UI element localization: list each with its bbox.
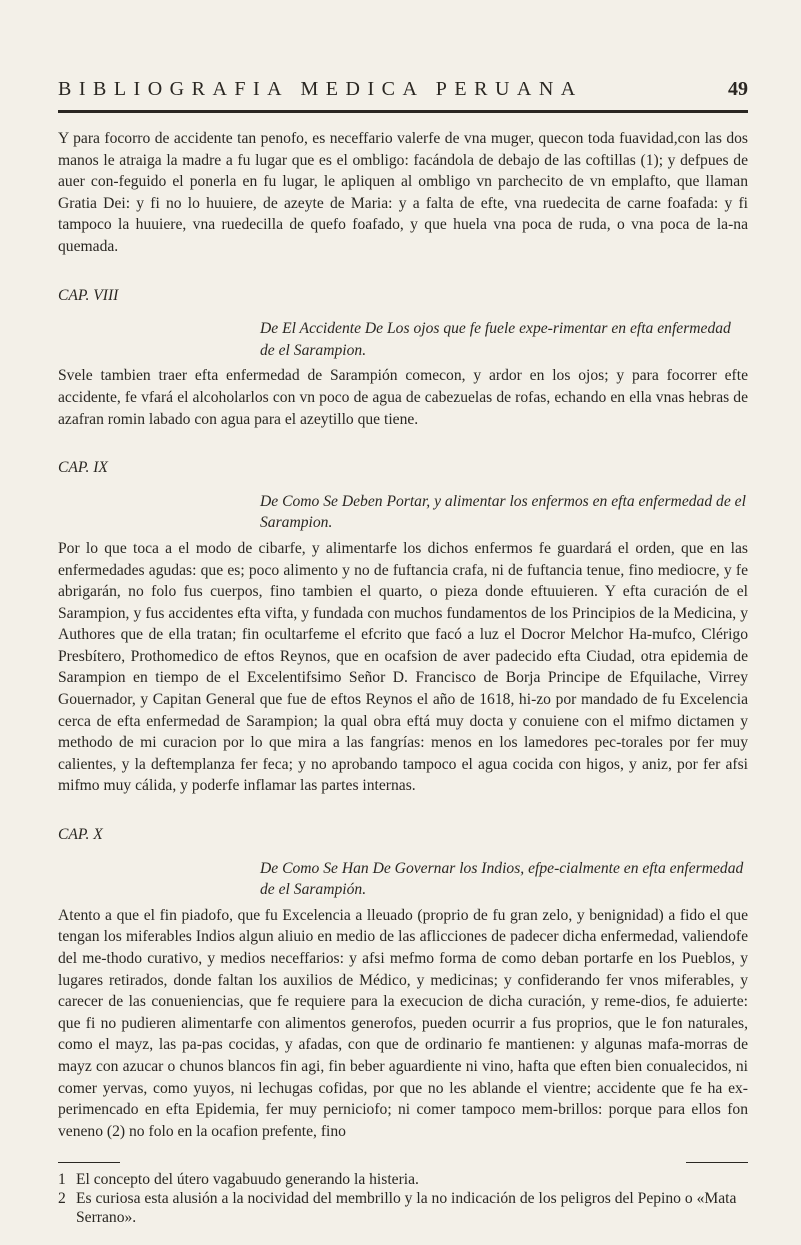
chapter-title-8: De El Accidente De Los ojos que fe fuele expe-rimentar en efta enfermedad de el Sarampion.	[260, 320, 731, 359]
running-header	[58, 78, 748, 101]
chapter-heading-8: CAP. VIII	[58, 286, 119, 304]
page-number: 49	[728, 78, 748, 100]
footnote	[58, 1170, 748, 1189]
header-rule	[58, 110, 748, 113]
chapter-title-10: De Como Se Han De Governar los Indios, efpe-cialmente en efta enfermedad de el Sarampión.	[260, 859, 744, 899]
chapter-heading-10: CAP. X	[58, 826, 103, 844]
footnote-number: 1	[58, 1171, 66, 1188]
footnote-text: El concepto del útero vagabuudo generando la histeria.	[76, 1171, 419, 1188]
footnote-rule-left	[58, 1162, 120, 1163]
chapter-title-9: De Como Se Deben Portar, y alimentar los enfermos en efta enfermedad de el Sarampion.	[260, 492, 746, 532]
footnotes	[58, 1170, 748, 1227]
running-title: BIBLIOGRAFIA MEDICA PERUANA	[58, 78, 583, 100]
footnote-text: Es curiosa esta alusión a la nocividad del membrillo y la no indicación de los peligros del Pepino o «Mata Serrano».	[76, 1190, 737, 1226]
page-body	[58, 128, 748, 1142]
paragraph-chapter-9: Por lo que toca a el modo de cibarfe, y alimentarfe los dichos enfermos fe guardará el orden, que en las enfermedades agudas: que es; poco alimento y no de fuftancia crafa, ni de fuftancia tenue, fino mediocre, y fe abrigarán, no folo fus cuerpos, fino tambien el quarto, o pieza donde eftuuieren. Y efta curación de el Sarampion, y fus accidentes efta vifta, y fundada con muchos fundamentos de los Principios de la Medicina, y Authores que de ella tratan; fin ocultarfeme el efcrito que facó a luz el Docror Melchor Ha-mufco, Clérigo Presbítero, Prothomedico de eftos Reynos, que en ocafsion de aver padecido efta Ciudad, otra epidemia de Sarampion en tiempo de el Excelentifsimo Señor D. Francisco de Borja Principe de Efquilache, Virrey Gouernador, y Capitan General que fue de eftos Reynos el año de 1618, hi-zo por mandado de fu Excelencia cerca de efta enfermedad de Sarampion; la qual obra eftá muy docta y conuiene con el mifmo dictamen y methodo de mi curacion por lo que mira a las fangrías: menos en los lamedores pec-torales por fer muy calientes, y la deftemplanza fer feca; y no aprobando tampoco el agua cocida con higos, y aniz, por fer afsi mifmo muy cálida, y poderfe inflamar las partes internas.	[58, 539, 748, 795]
footnote-rule-right	[686, 1162, 748, 1163]
chapter-heading-9: CAP. IX	[58, 459, 108, 477]
paragraph-continuation: Y para focorro de accidente tan penofo, es neceffario valerfe de vna muger, quecon toda fuavidad,con las dos manos le atraiga la madre a fu lugar que es el ombligo: facándola de debajo de las coftillas (1); y defpues de auer con-feguido el ponerla en fu lugar, le apliquen al ombligo vn parchecito de vn emplafto, que llaman Gratia Dei: y fi no lo huuiere, de azeyte de Maria: y a falta de efte, vna ruedecita de carne foafada: y fi tampoco la huuiere, vna ruedecilla de quefo foafado, y que huela vna poca de ruda, o vna poca de la-na quemada.	[58, 130, 748, 255]
paragraph-chapter-10: Atento a que el fin piadofo, que fu Excelencia a lleuado (proprio de fu gran zelo, y benignidad) a fido el que tengan los miferables Indios algun aliuio en medio de las aflicciones de padecer dicha enfermedad, valiendofe del me-thodo curativo, y medios neceffarios: y afsi mefmo forma de como deban portarfe en los Pueblos, y lugares retirados, donde faltan los auxilios de Médico, y medicinas; y confiderando fer vnos miferables, y carecer de las conueniencias, que fe requiere para la execucion de dicha curación, y reme-dios, fe aduierte: que fi no pudieren alimentarfe con alimentos generofos, pueden ocurrir a fus proprios, que le fon naturales, como el mayz, las pa-pas cocidas, y afadas, con que de ordinario fe mantienen: y algunas mafa-morras de mayz con azucar o chunos blancos fin agi, fin beber aguardiente ni vino, hafta que eften bien conualecidos, ni comer yervas, como yuyos, ni lechugas cofidas, por que no les ablande el vientre; accidente que fe ha ex-perimencado en efta Epidemia, fer muy perniciofo; ni comer tampoco mem-brillos: porque para ellos fon veneno (2) no folo en la ocafion prefente, fino	[58, 906, 748, 1140]
footnote	[58, 1189, 748, 1227]
paragraph-chapter-8: Svele tambien traer efta enfermedad de Sarampión comecon, y ardor en los ojos; y para focorrer efte accidente, fe vfará el alcoholarlos con vn poco de agua de cabezuelas de rofas, echando en ella vnas hebras de azafran romin labado con agua para el azeytillo que tiene.	[58, 367, 748, 428]
footnote-number: 2	[58, 1190, 66, 1207]
